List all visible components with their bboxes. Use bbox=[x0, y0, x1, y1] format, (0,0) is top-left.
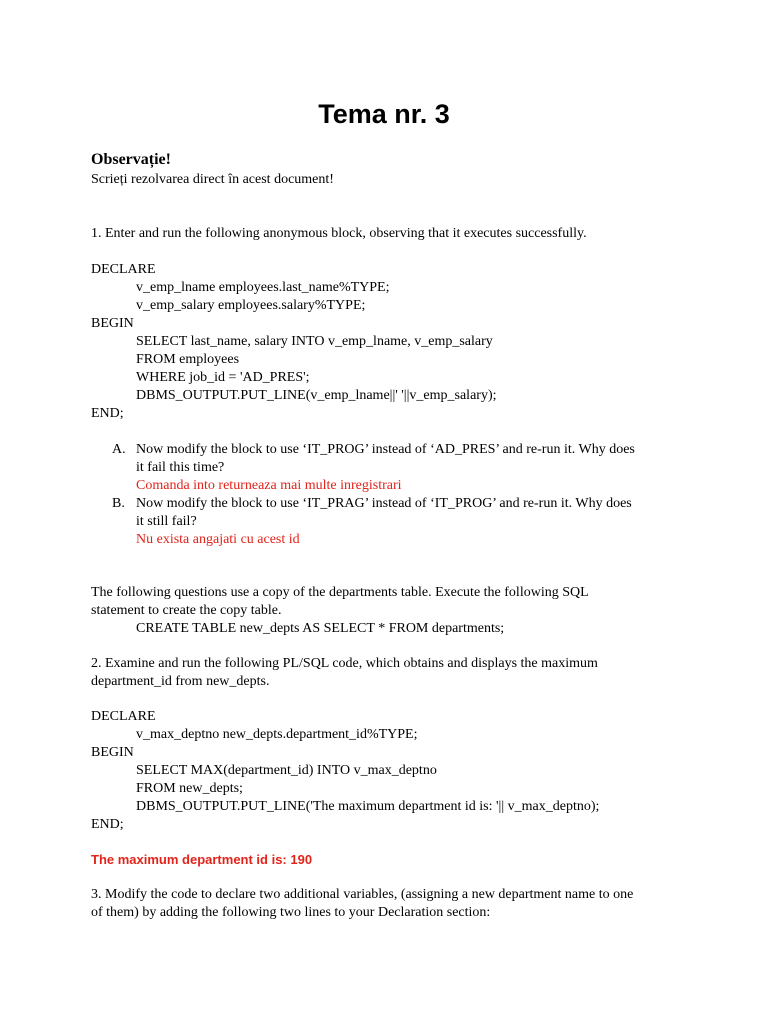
question-1-prompt: 1. Enter and run the following anonymous block, observing that it executes successfully. bbox=[91, 226, 587, 241]
observation-heading: Observație! bbox=[91, 151, 171, 168]
question-2-answer: The maximum department id is: 190 bbox=[91, 852, 313, 867]
question-2-prompt: 2. Examine and run the following PL/SQL code, which obtains and displays the maximum bbox=[91, 656, 598, 671]
code-line: DBMS_OUTPUT.PUT_LINE(v_emp_lname||' '||v_emp_salary); bbox=[136, 388, 497, 403]
code-line: v_emp_lname employees.last_name%TYPE; bbox=[136, 280, 390, 295]
code-line: v_max_deptno new_depts.department_id%TYPE; bbox=[136, 727, 418, 742]
question-3-prompt: 3. Modify the code to declare two additional variables, (assigning a new department name to one bbox=[91, 887, 634, 902]
list-marker: B. bbox=[112, 496, 125, 511]
code-line: FROM employees bbox=[136, 352, 240, 367]
observation-text: Scrieți rezolvarea direct în acest document! bbox=[91, 172, 334, 187]
intro-text: statement to create the copy table. bbox=[91, 603, 282, 618]
code-line: END; bbox=[91, 406, 124, 421]
list-marker: A. bbox=[112, 442, 126, 457]
document-title: Tema nr. 3 bbox=[318, 99, 450, 129]
code-line: DBMS_OUTPUT.PUT_LINE('The maximum department id is: '|| v_max_deptno); bbox=[136, 799, 600, 814]
code-line: FROM new_depts; bbox=[136, 781, 243, 796]
subquestion-b-text: Now modify the block to use ‘IT_PRAG’ instead of ‘IT_PROG’ and re-run it. Why does bbox=[136, 496, 632, 511]
intro-text: The following questions use a copy of the departments table. Execute the following SQL bbox=[91, 585, 589, 600]
subquestion-b-text: it still fail? bbox=[136, 514, 197, 529]
question-2-prompt: department_id from new_depts. bbox=[91, 674, 270, 689]
subquestion-a-text: Now modify the block to use ‘IT_PROG’ instead of ‘AD_PRES’ and re-run it. Why does bbox=[136, 442, 635, 457]
code-line: END; bbox=[91, 817, 124, 832]
subquestion-a-answer: Comanda into returneaza mai multe inregistrari bbox=[136, 478, 402, 493]
code-line: DECLARE bbox=[91, 709, 156, 724]
subquestion-a-text: it fail this time? bbox=[136, 460, 225, 475]
sql-statement: CREATE TABLE new_depts AS SELECT * FROM departments; bbox=[136, 621, 505, 636]
code-line: BEGIN bbox=[91, 316, 134, 331]
code-line: DECLARE bbox=[91, 262, 156, 277]
subquestion-b-answer: Nu exista angajati cu acest id bbox=[136, 532, 300, 547]
code-line: WHERE job_id = 'AD_PRES'; bbox=[136, 370, 310, 385]
question-3-prompt: of them) by adding the following two lines to your Declaration section: bbox=[91, 905, 491, 920]
code-line: v_emp_salary employees.salary%TYPE; bbox=[136, 298, 366, 313]
code-line: BEGIN bbox=[91, 745, 134, 760]
code-line: SELECT last_name, salary INTO v_emp_lname, v_emp_salary bbox=[136, 334, 493, 349]
code-line: SELECT MAX(department_id) INTO v_max_deptno bbox=[136, 763, 437, 778]
